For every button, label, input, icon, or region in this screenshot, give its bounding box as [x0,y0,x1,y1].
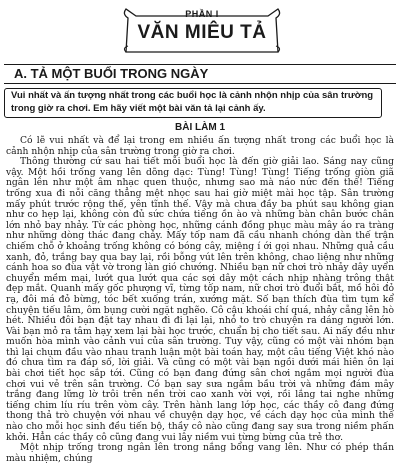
section-header [4,64,396,84]
chapter-banner [118,6,286,56]
essay-title: BÀI LÀM 1 [175,122,225,133]
section-title: A. TẢ MỘT BUỔI TRONG NGÀY [14,66,209,81]
essay-paragraph: Thông thường cứ sau hai tiết mỗi buổi học là đến giờ giải lao. Sáng nay cũng vậy. Một hồi trống vang lên dõng dạc: Tùng! Tùng! Tùng! Tiếng trống giòn giã ngân lên như một âm nhạc quen thuộc, nhưng sao mà náo nức đến thế! Tiếng trống xua đi nỗi căng thẳng mệt nhọc sau hai giờ miệt mài học tập. Sân trường mấy phút trước rộng thế, yên tĩnh thế. Vậy mà chưa đầy ba phút sau không gian như co hẹp lại, không còn đủ sức chứa tiếng ồn ào và những bàn chân bước chân lớn nhỏ bay nhảy. Từ các phòng học, những cánh đồng phục màu mây áo ra tràng như những dòng thác đang chảy. Mấy tốp nam đã cầu nhanh chóng dàn thế trận chiếm chỗ ở khoảng trống không có bóng cây, miệng í ới gọi nhau. Những quả cầu xanh, đỏ, trắng bay qua bay lại, rồi bỗng vút lên trên không, chao liệng như những cánh hoa so đùa vật vờ trong làn gió chướng. Nhiều bạn nữ chơi trò nhảy dây uyển chuyển mềm mại, lướt qua lướt qua các sợi dây một cách nhịp nhàng trông thật đẹp mắt. Quanh mấy gốc phượng vĩ, từng tốp nam, nữ chơi trò đuổi bắt, mồ hôi đỏ rạ, đôi má đỏ bừng, tóc bết xuống trán, xướng mặt. Số bạn thích đùa tìm tụm kể chuyện tiếu lâm, ôm bụng cười ngặt nghẽo. Cô cậu khoái chí quá, nhảy cẫng lên hò hét. Nhiều đôi bạn đặt tay nhau đi đi lại lại, nhỏ to trò chuyện ra dáng người lớn. Vài bạn mỏ ra tâm hạy xem lại bài học trước, chuẩn bị cho tiết sau. Ai nấy đều như muốn hòa mình vào cảnh vui của sân trường. Tuy vậy, cũng có một vài nhóm bạn thì lại chụm đầu vào nhau tranh luận một bài toán hay, một câu tiếng Việt khó nào đó chưa tìm ra đáp số, lời giải. Và cũng có một vài bạn ngồi dưới mái hiên ôn lại bài chơi tiết học sắp tới. Cũng có bạn đang đứng sân chơi ngắm mọi người đùa chơi vui vẻ trên sân trường. Có bạn say sưa ngắm bầu trời và những đám mây trắng đang lững lờ trôi trên nền trời cao xanh vời vợi, rồi lắng tai nghe những tiếng chim líu ríu trên vòm cây. Trên hành lang lớp học, các thầy cô đang đứng thong thả trò chuyện với nhau về chuyện dạy học, về cách dạy học của mình thế nào cho mỗi học sinh đều tiến bộ, thầy cô nào cũng đang say sưa trong niềm phấn khởi. Hẳn các thầy cô cũng đang vui lây niềm vui từng bừng của trẻ thơ. [6,156,394,443]
assignment-prompt: Vui nhất và ấn tượng nhất trong các buổi học là cảnh nhộn nhịp của sân trường trong giờ ra chơi. Em hãy viết một bài văn tả lại cảnh ấy. [4,88,382,118]
essay-paragraph: Một nhịp trống trong ngân lên trong nắng bổng vang lên. Như có phép thần màu nhiệm, chúng [6,442,394,464]
part-label: PHẦN I [185,9,219,19]
essay-paragraph: Có lẽ vui nhất và để lại trong em nhiều ấn tượng nhất trong các buổi học là cảnh nhộn nhịp của sân trường trong giờ ra chơi. [6,135,394,157]
part-title: VĂN MIÊU TẢ [137,22,267,43]
essay-body [6,136,394,464]
